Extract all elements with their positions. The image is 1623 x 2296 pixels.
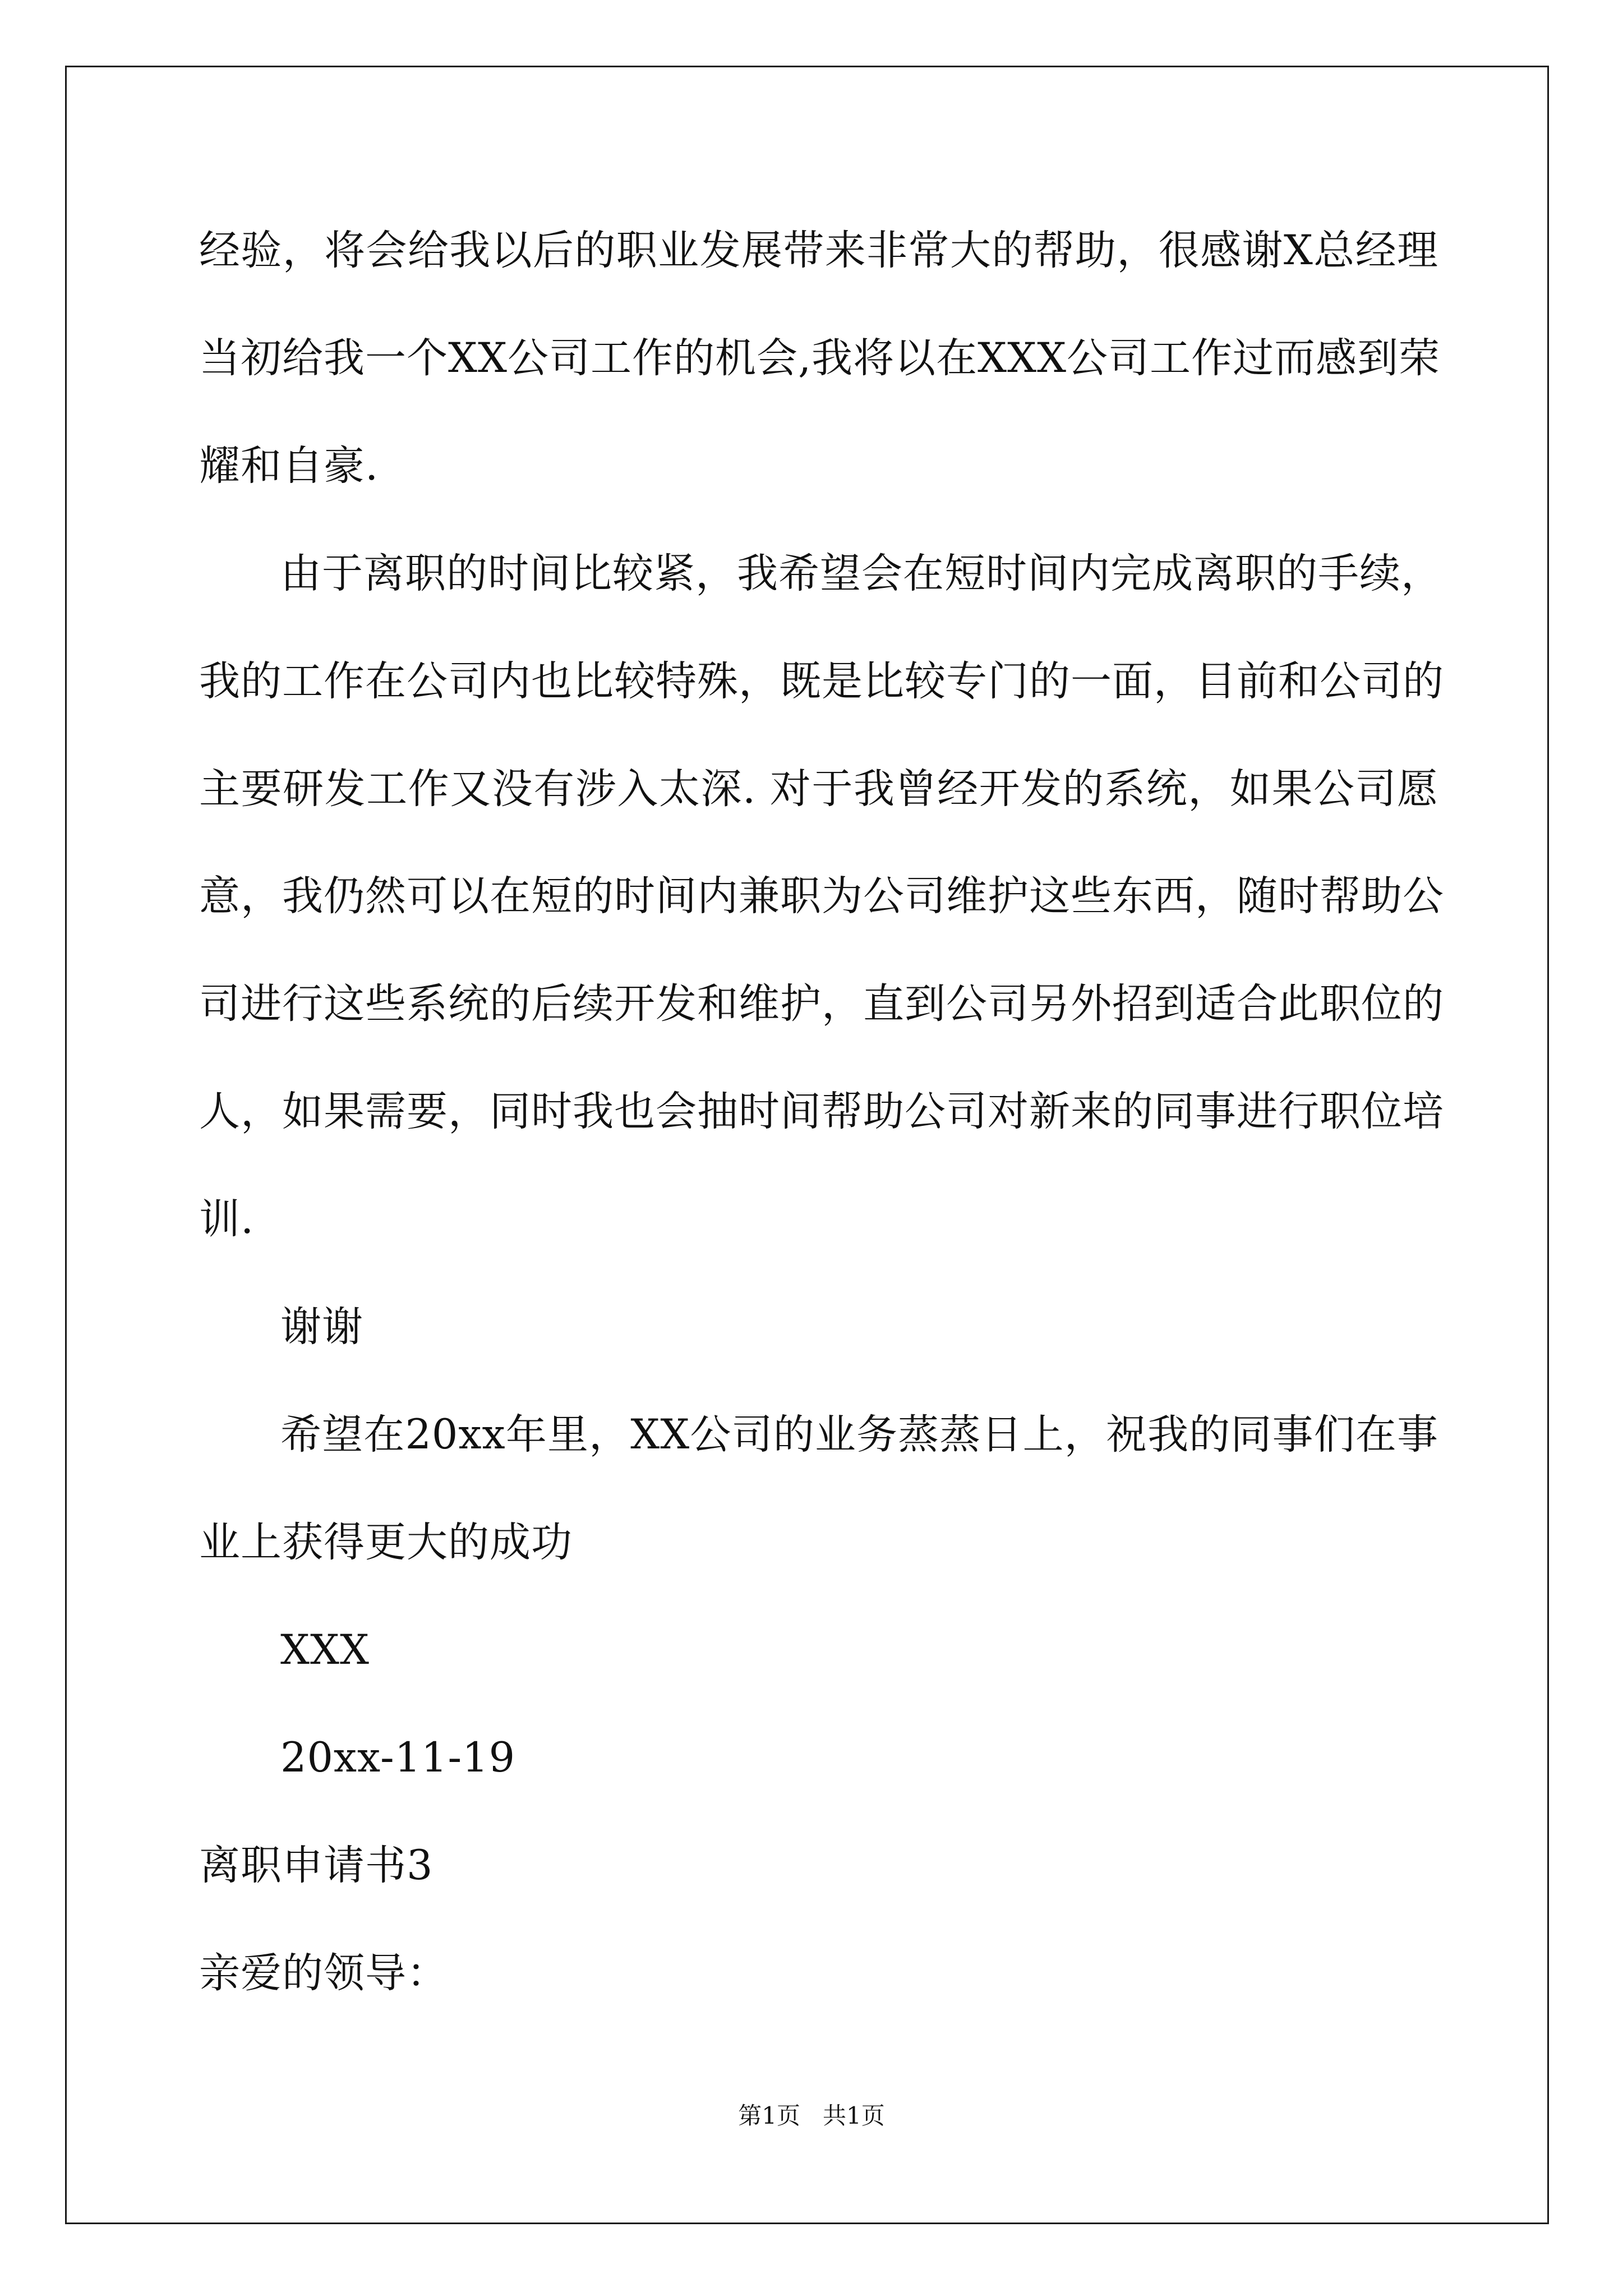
paragraph-line: 训. <box>199 1195 255 1243</box>
paragraph-line: 我的工作在公司内也比较特殊，既是比较专门的一面，目前和公司的 <box>199 657 1444 705</box>
paragraph-line: 主要研发工作又没有涉入太深. 对于我曾经开发的系统，如果公司愿 <box>199 765 1438 813</box>
salutation: 亲爱的领导： <box>199 1949 448 1997</box>
section-title: 离职申请书3 <box>199 1842 434 1889</box>
paragraph-line: 人，如果需要，同时我也会抽时间帮助公司对新来的同事进行职位培 <box>199 1088 1444 1135</box>
thanks-line: 谢谢 <box>280 1303 363 1351</box>
paragraph-line: 司进行这些系统的后续开发和维护，直到公司另外招到适合此职位的 <box>199 980 1444 1028</box>
page-number: 第1页 共1页 <box>738 2102 885 2129</box>
signature-name: XXX <box>280 1626 370 1674</box>
paragraph-line: 希望在20xx年里，XX公司的业务蒸蒸日上，祝我的同事们在事 <box>280 1411 1438 1458</box>
signature-date: 20xx-11-19 <box>280 1734 516 1782</box>
paragraph-line: 意，我仍然可以在短的时间内兼职为公司维护这些东西，随时帮助公 <box>199 872 1444 920</box>
page-border <box>65 66 1549 2224</box>
paragraph-line: 由于离职的时间比较紧，我希望会在短时间内完成离职的手续， <box>280 550 1442 597</box>
paragraph-line: 耀和自豪. <box>199 442 379 490</box>
paragraph-line: 经验，将会给我以后的职业发展带来非常大的帮助，很感谢X总经理 <box>199 227 1438 274</box>
paragraph-line: 当初给我一个XX公司工作的机会,我将以在XXX公司工作过而感到荣 <box>199 334 1441 382</box>
paragraph-line: 业上获得更大的成功 <box>199 1519 573 1566</box>
